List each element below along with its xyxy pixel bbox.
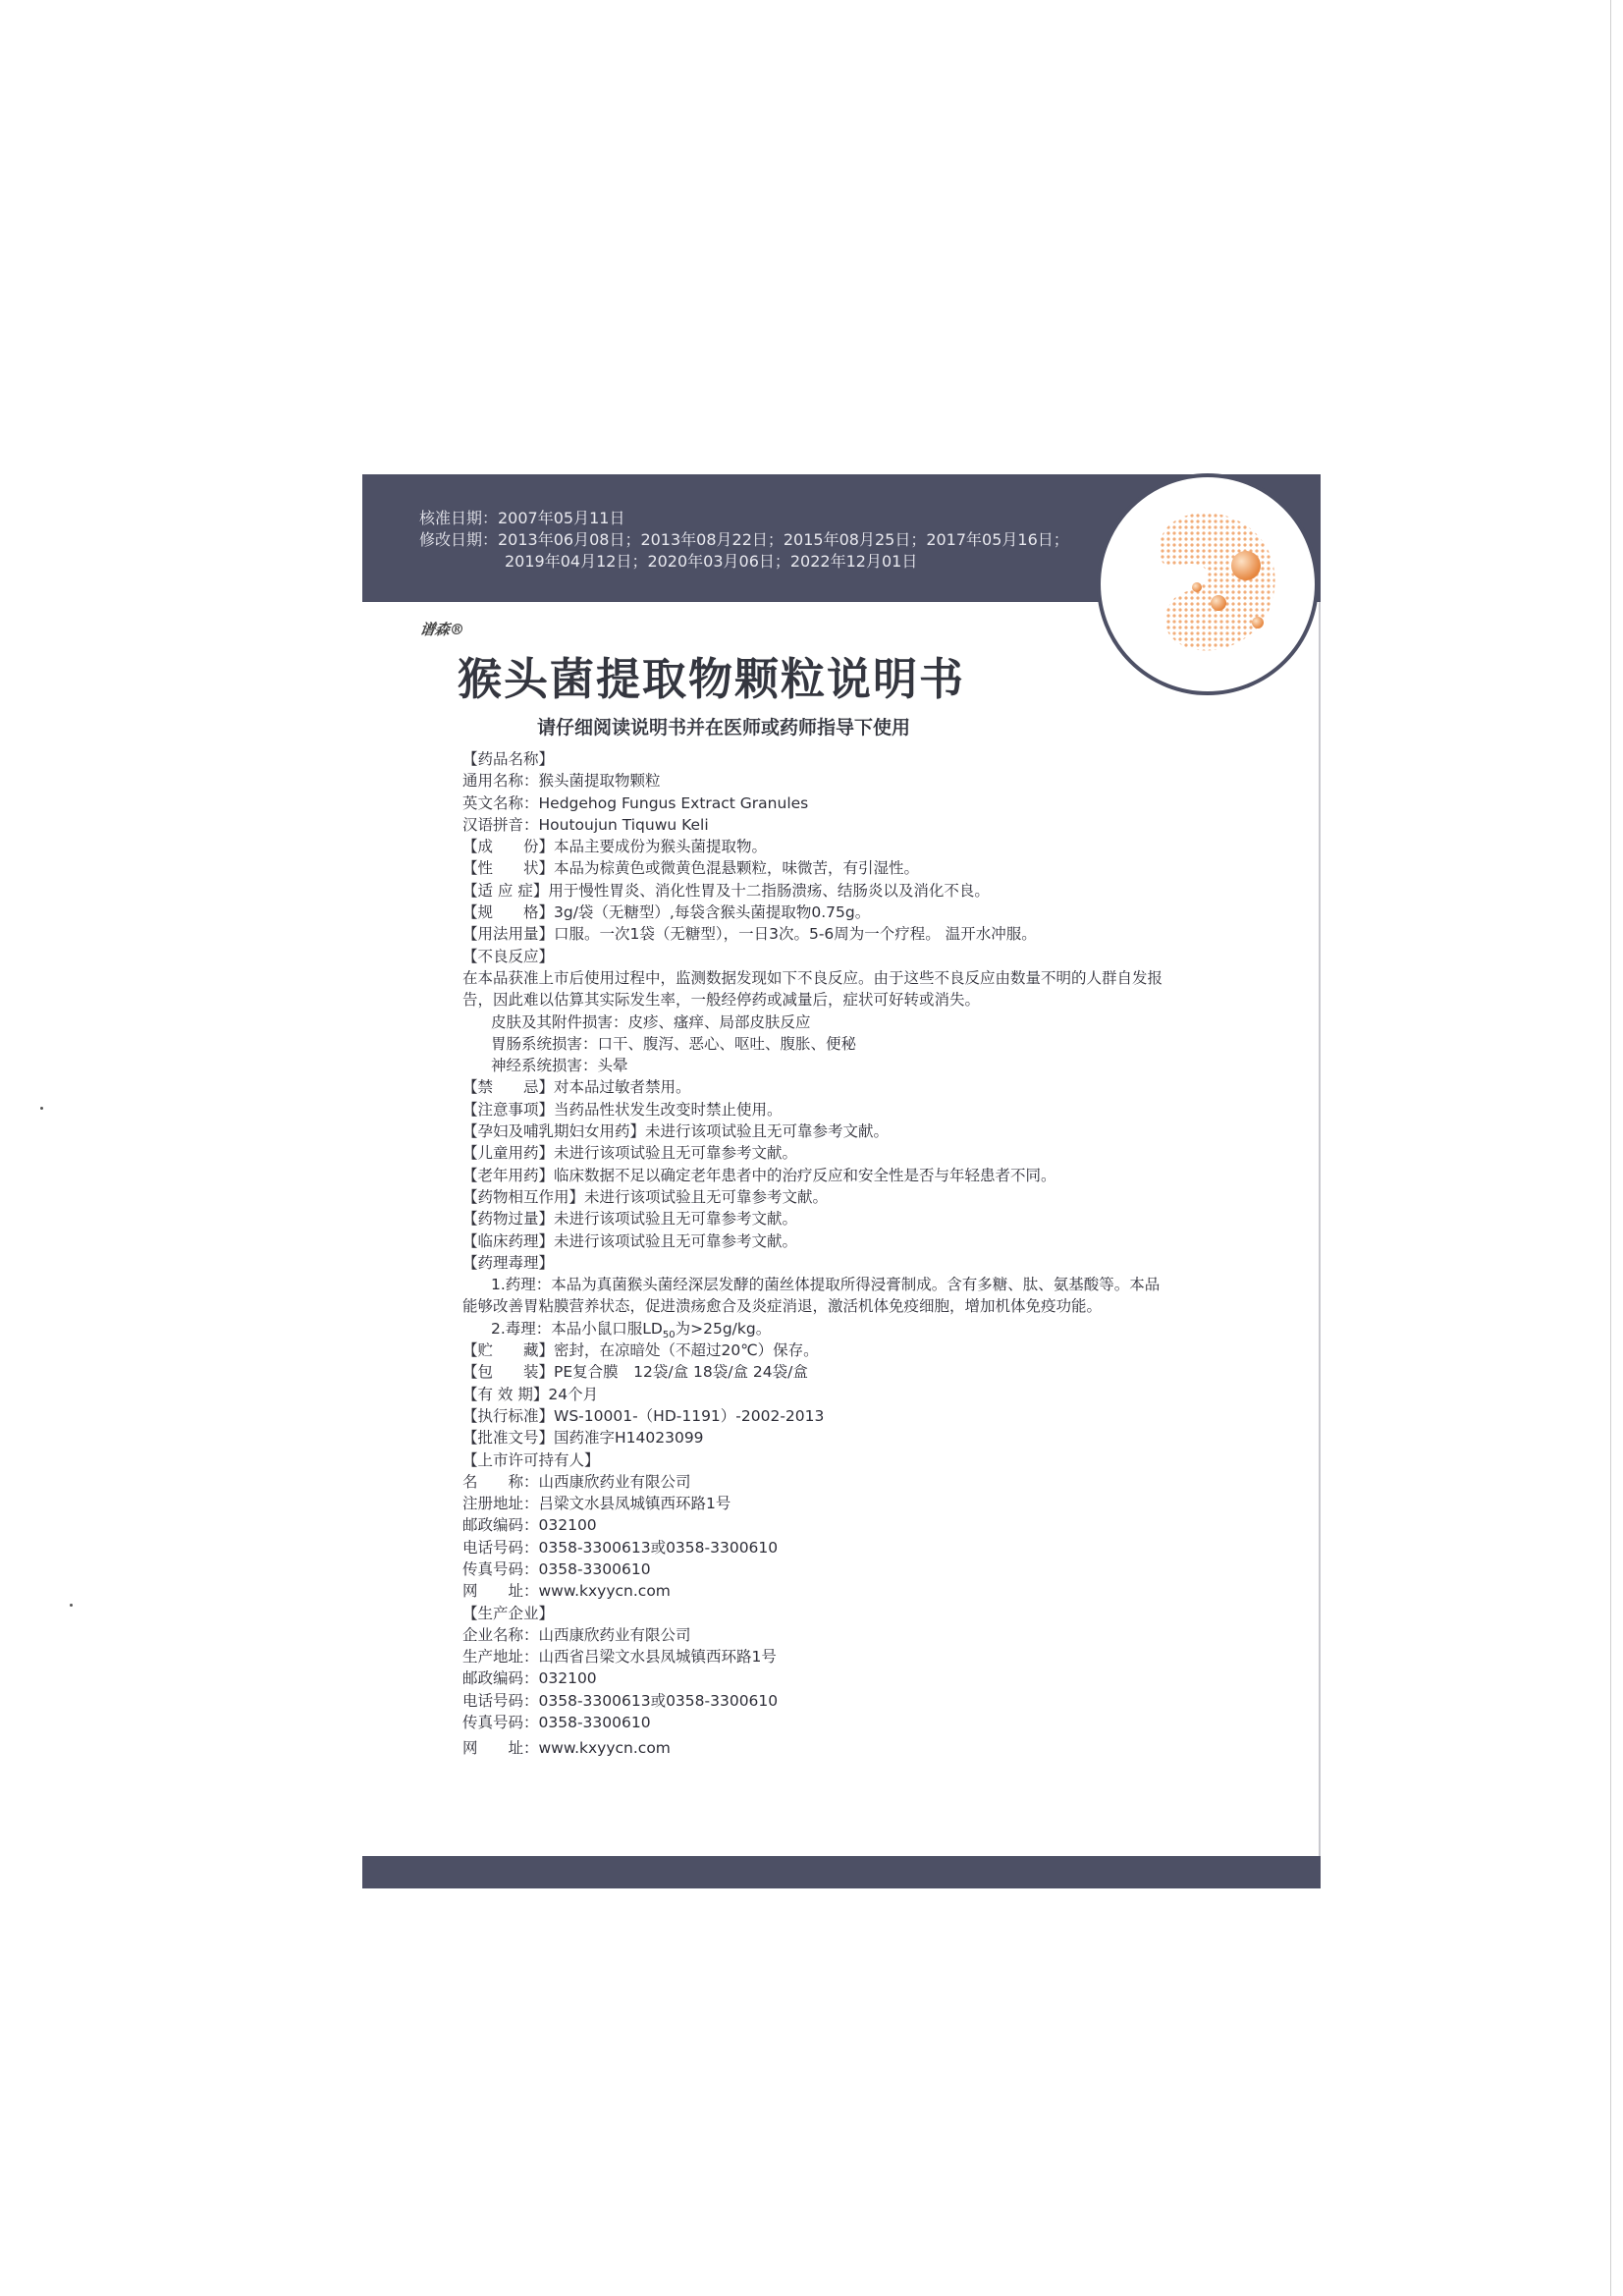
section-line: 【贮 藏】密封，在凉暗处（不超过20℃）保存。: [462, 1341, 819, 1360]
adverse-paragraph: 在本品获准上市后使用过程中，监测数据发现如下不良反应。由于这些不良反应由数量不明的人群自发报告，因此难以估算其实际发生率，一般经停药或减量后，症状可好转或消失。: [462, 968, 1163, 1010]
pharmacology-paragraph: 1.药理：本品为真菌猴头菌经深层发酵的菌丝体提取所得浸膏制成。含有多糖、肽、氨基酸等。本品能够改善胃粘膜营养状态，促进溃疡愈合及炎症消退，激活机体免疫细胞，增加机体免疫功能。: [462, 1276, 1161, 1316]
maker-website: 网 址：www.kxyycn.com: [462, 1739, 671, 1758]
section-line: 通用名称：猴头菌提取物颗粒: [462, 772, 661, 791]
section-line: 【上市许可持有人】: [462, 1450, 600, 1469]
adverse-skin: 皮肤及其附件损害：皮疹、瘙痒、局部皮肤反应: [491, 1012, 811, 1031]
maker-postcode: 邮政编码：032100: [462, 1669, 597, 1688]
approval-date: 核准日期：2007年05月11日: [419, 509, 625, 527]
section-line: 【药物相互作用】未进行该项试验且无可靠参考文献。: [462, 1187, 829, 1206]
leaflet-edge: [1319, 474, 1321, 1888]
section-line: 【成 份】本品主要成份为猴头菌提取物。: [462, 838, 768, 856]
section-line: 【批准文号】国药准字H14023099: [462, 1429, 704, 1448]
holder-postcode: 邮政编码：032100: [462, 1516, 597, 1535]
adverse-gi: 胃肠系统损害：口干、腹泻、恶心、呕吐、腹胀、便秘: [491, 1034, 857, 1053]
scan-edge-line: [1610, 0, 1611, 2296]
adverse-neuro: 神经系统损害：头晕: [491, 1057, 628, 1075]
document-subtitle: 请仔细阅读说明书并在医师或药师指导下使用: [537, 717, 911, 738]
footer-band: [362, 1856, 1321, 1888]
holder-address: 注册地址：吕梁文水县凤城镇西环路1号: [462, 1495, 731, 1513]
date-block: [419, 508, 1069, 573]
maker-phone: 电话号码：0358-3300613或0358-3300610: [462, 1691, 779, 1710]
section-line: 【不良反应】: [462, 947, 555, 965]
stomach-emblem-icon: [1097, 473, 1319, 695]
holder-name: 名 称：山西康欣药业有限公司: [462, 1472, 691, 1491]
holder-phone: 电话号码：0358-3300613或0358-3300610: [462, 1538, 779, 1557]
section-line: 【用法用量】口服。一次1袋（无糖型），一日3次。5-6周为一个疗程。 温开水冲服。: [462, 925, 1037, 944]
section-line: 【药品名称】: [462, 750, 555, 768]
revision-dates-cont: 2019年04月12日；2020年03月06日；2022年12月01日: [505, 552, 918, 571]
scan-speck: [70, 1604, 73, 1607]
section-line: 【禁 忌】对本品过敏者禁用。: [462, 1078, 691, 1097]
maker-address: 生产地址：山西省吕梁文水县凤城镇西环路1号: [462, 1648, 777, 1667]
section-line: 【有 效 期】24个月: [462, 1385, 599, 1403]
leaflet-content: [462, 748, 1169, 1760]
section-line: 【药物过量】未进行该项试验且无可靠参考文献。: [462, 1210, 798, 1229]
ld-subscript: 50: [662, 1329, 676, 1340]
section-line: 【老年用药】临床数据不足以确定老年患者中的治疗反应和安全性是否与年轻患者不同。: [462, 1166, 1056, 1184]
section-line: 【药理毒理】: [462, 1253, 555, 1272]
scan-speck: [40, 1107, 43, 1110]
section-line: 【孕妇及哺乳期妇女用药】未进行该项试验且无可靠参考文献。: [462, 1122, 890, 1141]
document-title: 猴头菌提取物颗粒说明书: [458, 653, 966, 705]
section-line: 【注意事项】当药品性状发生改变时禁止使用。: [462, 1100, 783, 1119]
toxicology-value: 为>25g/kg。: [675, 1319, 772, 1338]
holder-fax: 传真号码：0358-3300610: [462, 1559, 651, 1578]
maker-name: 企业名称：山西康欣药业有限公司: [462, 1625, 691, 1644]
section-line: 【适 应 症】用于慢性胃炎、消化性胃及十二指肠溃疡、结肠炎以及消化不良。: [462, 881, 990, 900]
maker-fax: 传真号码：0358-3300610: [462, 1714, 651, 1732]
section-line: 【生产企业】: [462, 1604, 555, 1622]
section-line: 【儿童用药】未进行该项试验且无可靠参考文献。: [462, 1144, 798, 1163]
revision-dates: 修改日期：2013年06月08日；2013年08月22日；2015年08月25日；2017年05月16日；: [419, 530, 1069, 549]
section-line: 汉语拼音：Houtoujun Tiquwu Keli: [462, 815, 709, 834]
section-line: 【临床药理】未进行该项试验且无可靠参考文献。: [462, 1231, 798, 1250]
section-line: 【规 格】3g/袋（无糖型）,每袋含猴头菌提取物0.75g。: [462, 903, 871, 922]
holder-website: 网 址：www.kxyycn.com: [462, 1582, 671, 1601]
toxicology-line: [462, 1318, 1169, 1339]
section-line: 【包 装】PE复合膜 12袋/盒 18袋/盒 24袋/盒: [462, 1363, 808, 1382]
toxicology-text: 2.毒理：本品小鼠口服LD: [491, 1319, 663, 1338]
section-line: 英文名称：Hedgehog Fungus Extract Granules: [462, 793, 809, 812]
section-line: 【性 状】本品为棕黄色或微黄色混悬颗粒，味微苦，有引湿性。: [462, 859, 920, 878]
brand-logo: 谱森®: [418, 621, 466, 638]
section-line: 【执行标准】WS-10001-（HD-1191）-2002-2013: [462, 1406, 825, 1425]
